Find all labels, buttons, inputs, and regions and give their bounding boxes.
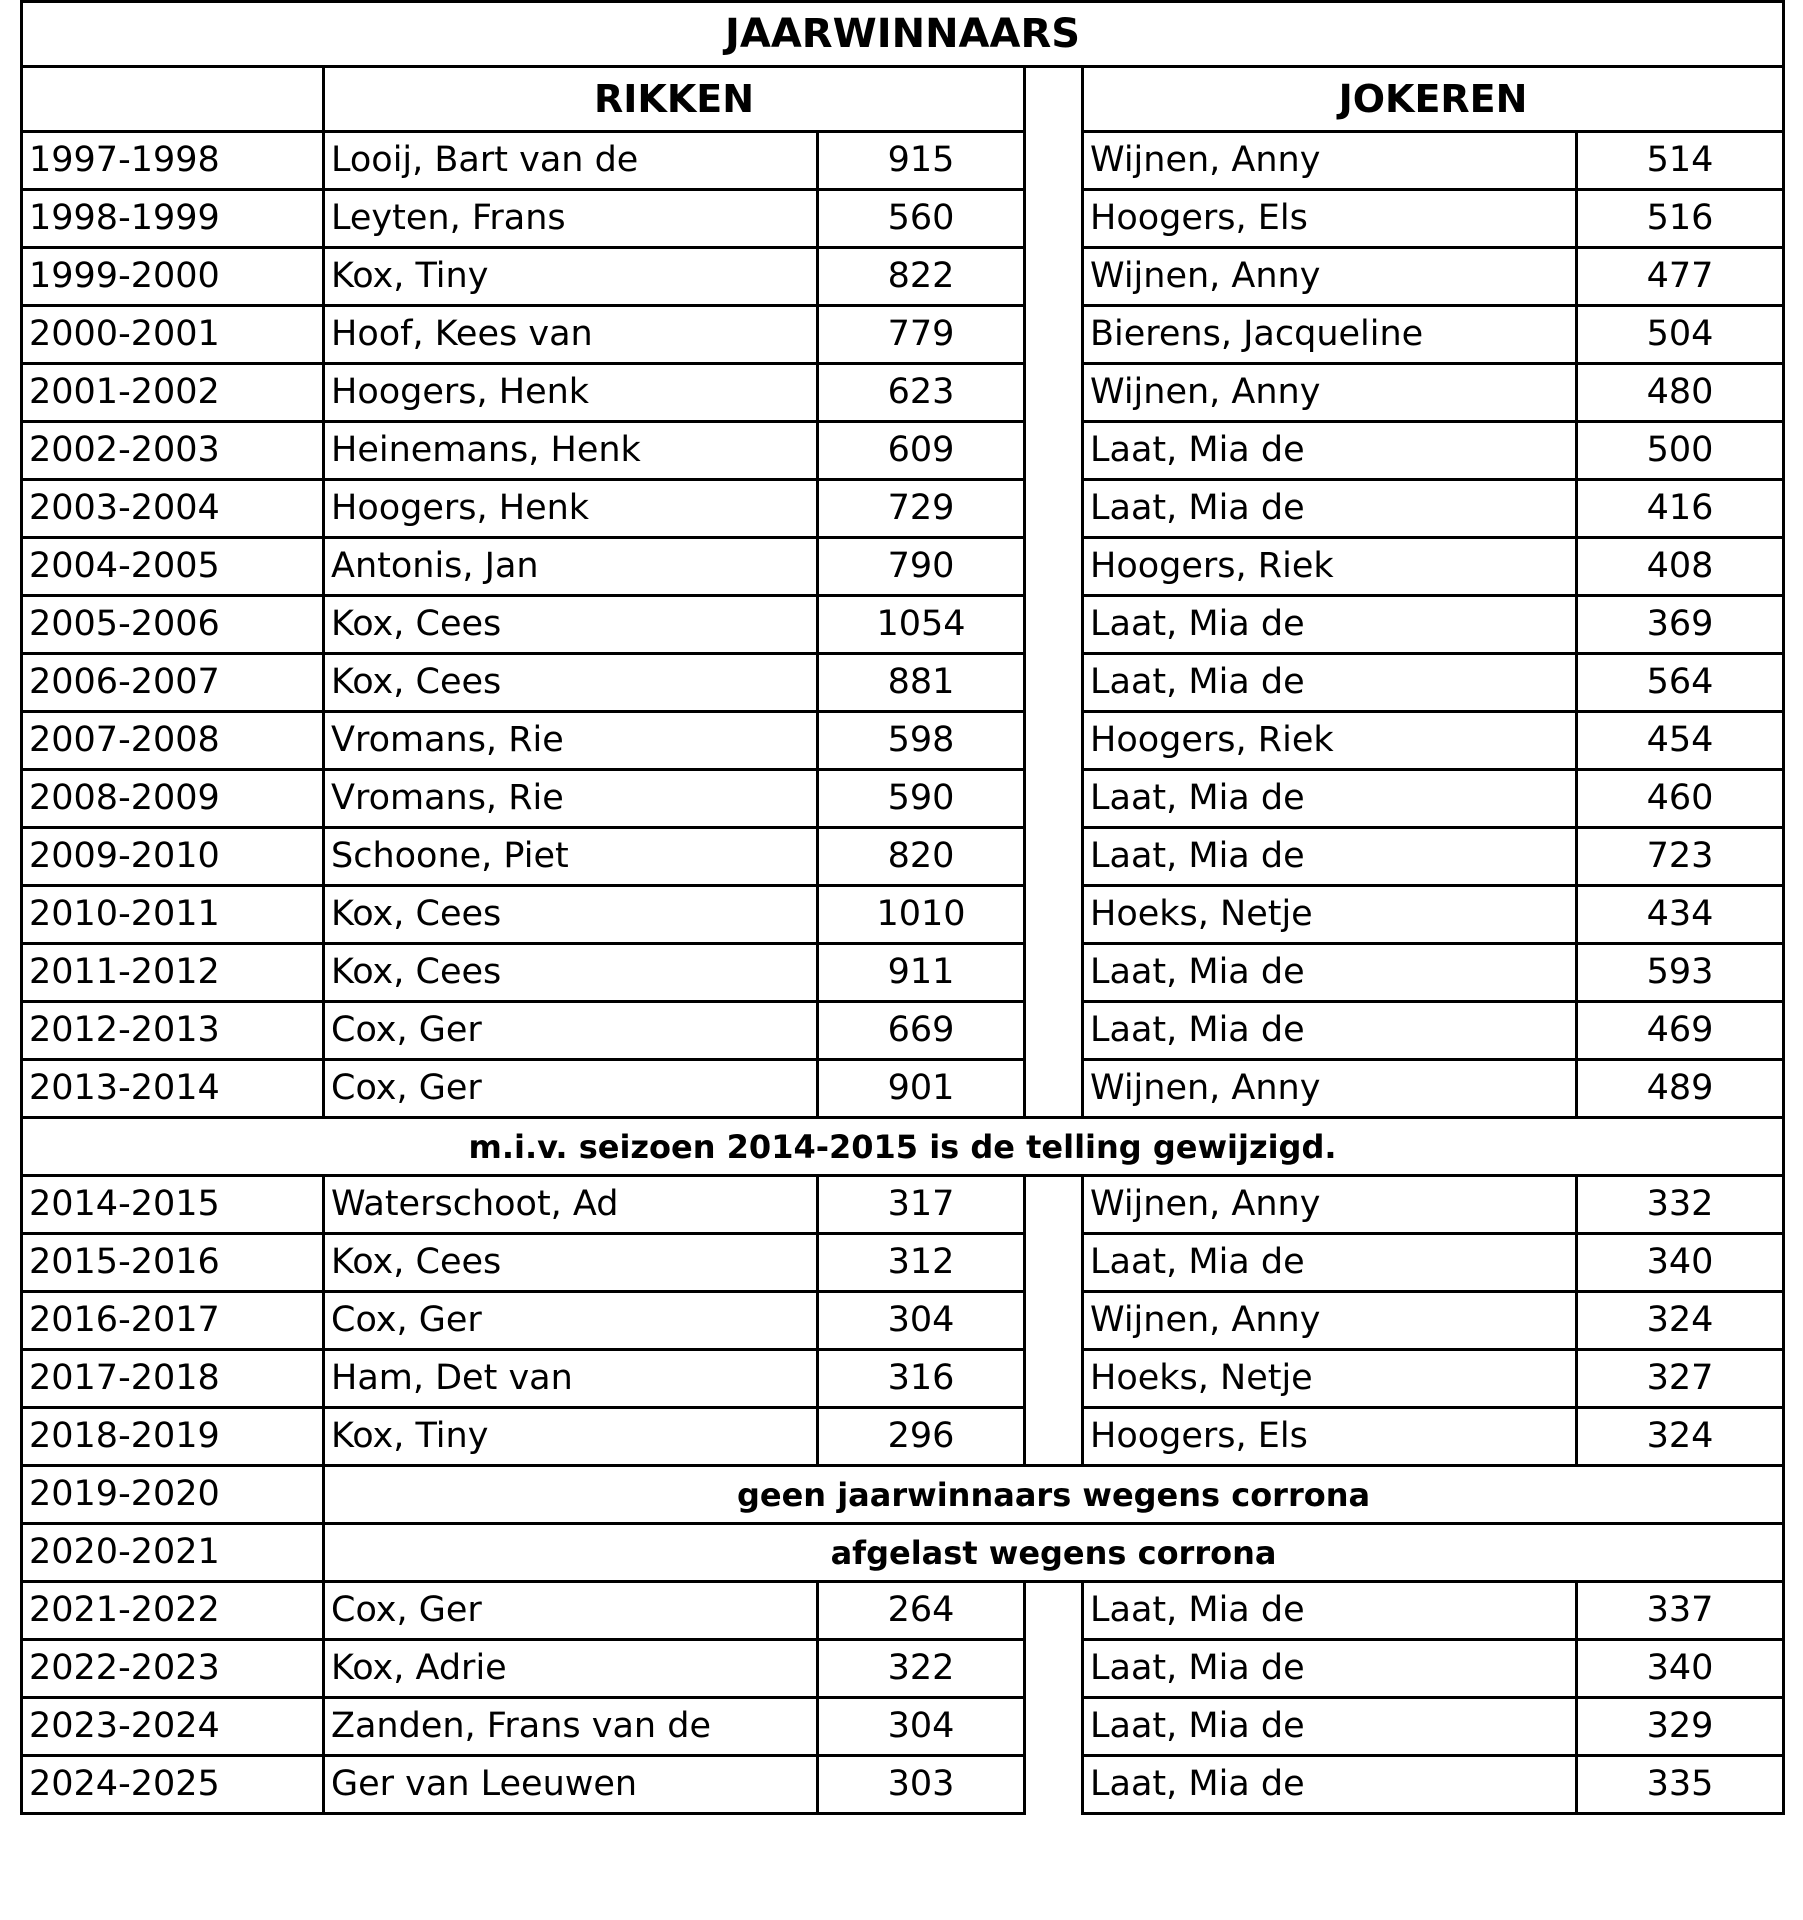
rikken-score-cell: 303	[818, 1756, 1025, 1814]
rikken-score-cell: 1010	[818, 886, 1025, 944]
rikken-score-cell: 598	[818, 712, 1025, 770]
title-row	[22, 2, 1784, 67]
season-cell: 2017-2018	[22, 1350, 324, 1408]
jokeren-name-cell: Hoeks, Netje	[1083, 886, 1577, 944]
column-gap	[1025, 1234, 1083, 1292]
rikken-score-cell: 911	[818, 944, 1025, 1002]
rikken-name-cell: Kox, Adrie	[324, 1640, 818, 1698]
jokeren-score-cell: 489	[1577, 1060, 1784, 1118]
column-gap	[1025, 67, 1083, 132]
change-note-row	[22, 1118, 1784, 1176]
rikken-score-cell: 609	[818, 422, 1025, 480]
jokeren-name-cell: Bierens, Jacqueline	[1083, 306, 1577, 364]
column-gap	[1025, 1408, 1083, 1466]
rikken-score-cell: 790	[818, 538, 1025, 596]
season-cell: 2002-2003	[22, 422, 324, 480]
winners-table	[20, 0, 1785, 1815]
rikken-name-cell: Zanden, Frans van de	[324, 1698, 818, 1756]
season-cell: 2019-2020	[22, 1466, 324, 1524]
season-cell: 2014-2015	[22, 1176, 324, 1234]
table-row	[22, 1002, 1784, 1060]
season-cell: 2003-2004	[22, 480, 324, 538]
season-cell: 2023-2024	[22, 1698, 324, 1756]
table-row	[22, 132, 1784, 190]
jokeren-name-cell: Wijnen, Anny	[1083, 364, 1577, 422]
season-cell: 2007-2008	[22, 712, 324, 770]
season-cell: 1999-2000	[22, 248, 324, 306]
jokeren-score-cell: 369	[1577, 596, 1784, 654]
rikken-score-cell: 779	[818, 306, 1025, 364]
jokeren-name-cell: Laat, Mia de	[1083, 422, 1577, 480]
table-row	[22, 306, 1784, 364]
column-gap	[1025, 1292, 1083, 1350]
jokeren-score-cell: 477	[1577, 248, 1784, 306]
rikken-score-cell: 317	[818, 1176, 1025, 1234]
column-gap	[1025, 364, 1083, 422]
jokeren-score-cell: 454	[1577, 712, 1784, 770]
season-cell: 2020-2021	[22, 1524, 324, 1582]
jokeren-name-cell: Wijnen, Anny	[1083, 1176, 1577, 1234]
jokeren-name-cell: Laat, Mia de	[1083, 654, 1577, 712]
season-cell: 2012-2013	[22, 1002, 324, 1060]
table-row	[22, 828, 1784, 886]
table-row	[22, 1060, 1784, 1118]
rikken-score-cell: 915	[818, 132, 1025, 190]
jokeren-score-cell: 516	[1577, 190, 1784, 248]
rikken-score-cell: 669	[818, 1002, 1025, 1060]
rikken-name-cell: Schoone, Piet	[324, 828, 818, 886]
table-row	[22, 1350, 1784, 1408]
table-row	[22, 1756, 1784, 1814]
rikken-score-cell: 729	[818, 480, 1025, 538]
jokeren-score-cell: 500	[1577, 422, 1784, 480]
rikken-name-cell: Kox, Cees	[324, 944, 818, 1002]
rikken-name-cell: Vromans, Rie	[324, 712, 818, 770]
rikken-name-cell: Heinemans, Henk	[324, 422, 818, 480]
jokeren-score-cell: 416	[1577, 480, 1784, 538]
season-cell: 2006-2007	[22, 654, 324, 712]
jokeren-name-cell: Laat, Mia de	[1083, 480, 1577, 538]
rikken-name-cell: Cox, Ger	[324, 1002, 818, 1060]
jokeren-name-cell: Laat, Mia de	[1083, 1756, 1577, 1814]
rikken-name-cell: Looij, Bart van de	[324, 132, 818, 190]
column-gap	[1025, 654, 1083, 712]
column-gap	[1025, 132, 1083, 190]
jokeren-name-cell: Wijnen, Anny	[1083, 132, 1577, 190]
table-row	[22, 422, 1784, 480]
rikken-score-cell: 316	[818, 1350, 1025, 1408]
jokeren-name-cell: Laat, Mia de	[1083, 1002, 1577, 1060]
rikken-name-cell: Kox, Cees	[324, 596, 818, 654]
column-gap	[1025, 248, 1083, 306]
jokeren-name-cell: Laat, Mia de	[1083, 596, 1577, 654]
corona-row	[22, 1466, 1784, 1524]
winners-sheet	[20, 0, 1782, 1815]
jokeren-score-cell: 337	[1577, 1582, 1784, 1640]
jokeren-name-cell: Laat, Mia de	[1083, 828, 1577, 886]
rikken-name-cell: Waterschoot, Ad	[324, 1176, 818, 1234]
jokeren-score-cell: 504	[1577, 306, 1784, 364]
column-gap	[1025, 1176, 1083, 1234]
rikken-score-cell: 822	[818, 248, 1025, 306]
rikken-name-cell: Cox, Ger	[324, 1292, 818, 1350]
jokeren-score-cell: 514	[1577, 132, 1784, 190]
jokeren-score-cell: 723	[1577, 828, 1784, 886]
jokeren-score-cell: 469	[1577, 1002, 1784, 1060]
jokeren-score-cell: 480	[1577, 364, 1784, 422]
jokeren-name-cell: Wijnen, Anny	[1083, 1292, 1577, 1350]
rikken-name-cell: Kox, Cees	[324, 654, 818, 712]
jokeren-score-cell: 564	[1577, 654, 1784, 712]
season-cell: 2010-2011	[22, 886, 324, 944]
column-gap	[1025, 828, 1083, 886]
rikken-score-cell: 264	[818, 1582, 1025, 1640]
column-gap	[1025, 1698, 1083, 1756]
table-row	[22, 1176, 1784, 1234]
season-cell: 2001-2002	[22, 364, 324, 422]
jokeren-name-cell: Laat, Mia de	[1083, 944, 1577, 1002]
rikken-name-cell: Kox, Cees	[324, 886, 818, 944]
table-row	[22, 944, 1784, 1002]
rikken-score-cell: 304	[818, 1698, 1025, 1756]
jokeren-score-cell: 340	[1577, 1640, 1784, 1698]
jokeren-name-cell: Wijnen, Anny	[1083, 1060, 1577, 1118]
rikken-name-cell: Leyten, Frans	[324, 190, 818, 248]
table-row	[22, 1582, 1784, 1640]
rikken-score-cell: 322	[818, 1640, 1025, 1698]
header-rikken: RIKKEN	[324, 67, 1025, 132]
table-row	[22, 480, 1784, 538]
season-cell: 2000-2001	[22, 306, 324, 364]
rikken-name-cell: Ger van Leeuwen	[324, 1756, 818, 1814]
rikken-name-cell: Kox, Cees	[324, 1234, 818, 1292]
corona-row	[22, 1524, 1784, 1582]
season-cell: 2024-2025	[22, 1756, 324, 1814]
table-row	[22, 538, 1784, 596]
table-row	[22, 364, 1784, 422]
table-row	[22, 886, 1784, 944]
rikken-name-cell: Vromans, Rie	[324, 770, 818, 828]
rikken-name-cell: Antonis, Jan	[324, 538, 818, 596]
change-note: m.i.v. seizoen 2014-2015 is de telling gewijzigd.	[22, 1118, 1784, 1176]
jokeren-name-cell: Laat, Mia de	[1083, 770, 1577, 828]
season-cell: 2022-2023	[22, 1640, 324, 1698]
table-row	[22, 1234, 1784, 1292]
table-row	[22, 654, 1784, 712]
column-gap	[1025, 422, 1083, 480]
rikken-name-cell: Hoogers, Henk	[324, 364, 818, 422]
jokeren-name-cell: Hoeks, Netje	[1083, 1350, 1577, 1408]
column-gap	[1025, 480, 1083, 538]
table-row	[22, 770, 1784, 828]
jokeren-score-cell: 460	[1577, 770, 1784, 828]
page-title: JAARWINNAARS	[22, 2, 1784, 67]
rikken-score-cell: 881	[818, 654, 1025, 712]
season-cell: 2016-2017	[22, 1292, 324, 1350]
season-cell: 1998-1999	[22, 190, 324, 248]
table-row	[22, 1292, 1784, 1350]
jokeren-score-cell: 335	[1577, 1756, 1784, 1814]
column-gap	[1025, 944, 1083, 1002]
column-gap	[1025, 886, 1083, 944]
rikken-score-cell: 312	[818, 1234, 1025, 1292]
rikken-name-cell: Hoogers, Henk	[324, 480, 818, 538]
jokeren-score-cell: 329	[1577, 1698, 1784, 1756]
jokeren-score-cell: 332	[1577, 1176, 1784, 1234]
column-gap	[1025, 538, 1083, 596]
rikken-name-cell: Cox, Ger	[324, 1060, 818, 1118]
jokeren-score-cell: 324	[1577, 1408, 1784, 1466]
column-gap	[1025, 190, 1083, 248]
jokeren-score-cell: 408	[1577, 538, 1784, 596]
jokeren-name-cell: Hoogers, Riek	[1083, 712, 1577, 770]
rikken-name-cell: Kox, Tiny	[324, 1408, 818, 1466]
season-cell: 2004-2005	[22, 538, 324, 596]
season-cell: 2013-2014	[22, 1060, 324, 1118]
season-cell: 2015-2016	[22, 1234, 324, 1292]
jokeren-name-cell: Hoogers, Riek	[1083, 538, 1577, 596]
column-gap	[1025, 1002, 1083, 1060]
header-jokeren: JOKEREN	[1083, 67, 1784, 132]
jokeren-name-cell: Wijnen, Anny	[1083, 248, 1577, 306]
rikken-score-cell: 820	[818, 828, 1025, 886]
jokeren-name-cell: Laat, Mia de	[1083, 1234, 1577, 1292]
season-cell: 2018-2019	[22, 1408, 324, 1466]
rikken-score-cell: 623	[818, 364, 1025, 422]
table-row	[22, 190, 1784, 248]
table-row	[22, 712, 1784, 770]
jokeren-score-cell: 593	[1577, 944, 1784, 1002]
jokeren-score-cell: 340	[1577, 1234, 1784, 1292]
rikken-name-cell: Ham, Det van	[324, 1350, 818, 1408]
jokeren-name-cell: Hoogers, Els	[1083, 190, 1577, 248]
column-gap	[1025, 306, 1083, 364]
jokeren-score-cell: 327	[1577, 1350, 1784, 1408]
jokeren-name-cell: Laat, Mia de	[1083, 1640, 1577, 1698]
corona-note: geen jaarwinnaars wegens corrona	[324, 1466, 1784, 1524]
jokeren-name-cell: Laat, Mia de	[1083, 1582, 1577, 1640]
header-season-cell	[22, 67, 324, 132]
rikken-score-cell: 560	[818, 190, 1025, 248]
column-gap	[1025, 596, 1083, 654]
table-row	[22, 1698, 1784, 1756]
season-cell: 2008-2009	[22, 770, 324, 828]
column-gap	[1025, 712, 1083, 770]
table-row	[22, 1640, 1784, 1698]
rikken-name-cell: Cox, Ger	[324, 1582, 818, 1640]
rikken-score-cell: 590	[818, 770, 1025, 828]
column-gap	[1025, 1060, 1083, 1118]
column-gap	[1025, 1350, 1083, 1408]
column-gap	[1025, 770, 1083, 828]
season-cell: 1997-1998	[22, 132, 324, 190]
rikken-score-cell: 1054	[818, 596, 1025, 654]
header-row	[22, 67, 1784, 132]
season-cell: 2005-2006	[22, 596, 324, 654]
column-gap	[1025, 1756, 1083, 1814]
table-row	[22, 248, 1784, 306]
rikken-score-cell: 304	[818, 1292, 1025, 1350]
table-row	[22, 1408, 1784, 1466]
rikken-score-cell: 296	[818, 1408, 1025, 1466]
corona-note: afgelast wegens corrona	[324, 1524, 1784, 1582]
jokeren-name-cell: Laat, Mia de	[1083, 1698, 1577, 1756]
jokeren-score-cell: 434	[1577, 886, 1784, 944]
rikken-name-cell: Hoof, Kees van	[324, 306, 818, 364]
rikken-name-cell: Kox, Tiny	[324, 248, 818, 306]
season-cell: 2021-2022	[22, 1582, 324, 1640]
table-row	[22, 596, 1784, 654]
column-gap	[1025, 1582, 1083, 1640]
season-cell: 2009-2010	[22, 828, 324, 886]
rikken-score-cell: 901	[818, 1060, 1025, 1118]
season-cell: 2011-2012	[22, 944, 324, 1002]
jokeren-name-cell: Hoogers, Els	[1083, 1408, 1577, 1466]
jokeren-score-cell: 324	[1577, 1292, 1784, 1350]
column-gap	[1025, 1640, 1083, 1698]
